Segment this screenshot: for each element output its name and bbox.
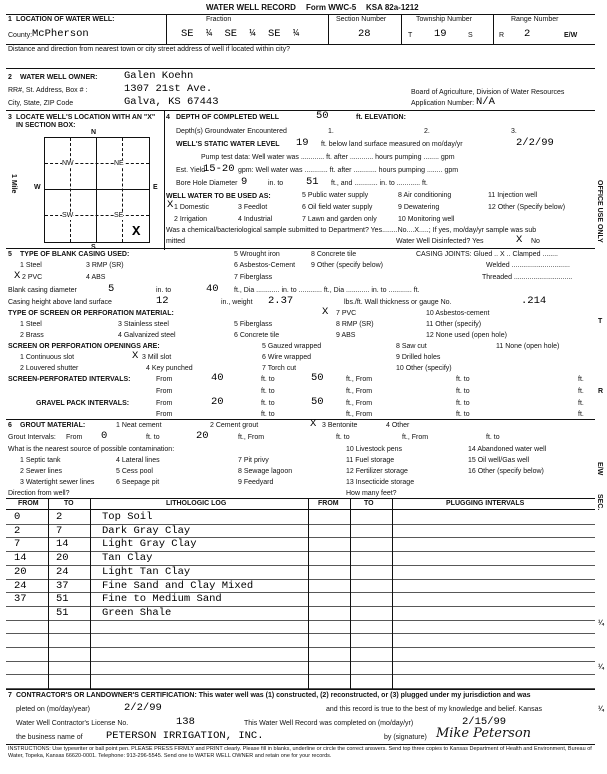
log-lithology: Tan Clay — [102, 552, 153, 565]
distance-label: Distance and direction from nearest town or city street address of well if located within city? — [8, 46, 291, 53]
log-from: 2 — [14, 524, 21, 537]
casing-weight: 2.37 — [268, 295, 294, 307]
grout-from: 0 — [101, 430, 108, 442]
completed-date: 2/2/99 — [124, 702, 162, 714]
plug-header-from: FROM — [318, 500, 339, 507]
location-label: LOCATION OF WATER WELL: — [16, 16, 115, 23]
casing-depth: 40 — [206, 283, 219, 295]
lithologic-log-table — [6, 498, 595, 690]
log-from: 14 — [14, 552, 27, 565]
log-row-line — [6, 647, 595, 648]
log-lithology: Light Gray Clay — [102, 538, 197, 551]
owner-label: WATER WELL OWNER: — [20, 74, 98, 81]
log-lithology: Top Soil — [102, 511, 153, 523]
log-row-line — [6, 565, 595, 566]
log-to: 7 — [56, 524, 63, 537]
yield-value: 15-20 — [203, 163, 235, 175]
record-date: 2/15/99 — [462, 716, 507, 728]
section-box-grid[interactable]: NW NE SW SE X — [44, 137, 150, 243]
township-value: 19 — [434, 28, 447, 40]
instructions: INSTRUCTIONS: Use typewriter or ball point pen. PLEASE PRESS FIRMLY and PRINT clearly. Please fill in blanks, underline or circle the correct answers. Send top three copies to Kansas Department of Health and Environment, Bureau of Water, Topeka, Kansas 66620-0001. Telephone: 913-296-5545. Send one to WATER WELL OWNER and retain one for your records. — [8, 746, 592, 759]
certification-text: CONTRACTOR'S OR LANDOWNER'S CERTIFICATION: This water well was (1) constructed, (2) reconstructed, or (3) plugged under my jurisdiction and was — [16, 692, 531, 699]
log-row-line — [6, 551, 595, 552]
plug-header-to: TO — [364, 500, 374, 507]
log-row-line — [6, 592, 595, 593]
water-well-record-form: WATER WELL RECORD Form WWC-5 KSA 82a-1212 1 LOCATION OF WATER WELL: Fraction Section Number Township Number Range Number County: McPherson SE ¼ SE ¼ SE ¼ 28 T 19 S R 2 E/W Distance and direction from nearest town or city street address of well if located within city? 2 WATER WELL OWNER: Galen Koehn RR#, St. Address, Box # : 1307 21st Ave. City, State, ZIP Code Galva, KS 67443 Board of Agriculture, Division of Water Resources Application Number: N/A 3 LOCATE WELL'S LOCATION WITH AN "X" IN SECTION BOX: N NW NE SW SE X W E 1 Mile 4 DEPTH OF COMPLETED WELL 50 ft. ELEVATION: Depth(s) Groundwater Encountered 1. 2. 3. WELL'S STATIC WATER LEVEL 19 ft. below land surface measured on mo/day/yr 2/2/99 Pump test data: Well water was ............ ft. after ............ hours pumping ........ gpm Est. Yield 15-20 gpm: Well water was ............ ft. after ............ hours pumping ........ gpm Bore Hole Diameter 9 in. to 51 ft., and ............ in. to ............ ft. WELL WATER TO BE USED AS: 1 Domestic X 3 Feedlot 5 Public water supply 8 Air conditioning 11 Injection well 2 Irrigation 4 Industrial 6 Oil field water supply 9 Dewatering 12 Other (Specify below) 7 Lawn and garden only 10 Monitoring well Was a chemical/bacteriological sample submitted to Department? Yes........No....X.....; If yes, mo/day/yr sample was sub mitted Water Well Disinfected? Yes X No 5 TYPE OF BLANK CASING USED: 1 Steel 3 RMP (SR) 5 Wrought iron 8 Concrete tile X 2 PVC 4 ABS 6 Asbestos-Cement 7 Fiberglass 9 Other (specify below) CASING JOINTS: Glued .. X .. Clamped ........ Welded .............................. Threaded .............................. Blank casing diameter 5 in. to 40 ft., Dia ............ in. to ............ ft., Dia ............ in. to ............ ft. Casing height above land surface 12 in., weight 2.37 lbs./ft. Wall thickness or gauge No. .214 TYPE OF SCREEN OR PERFORATION MATERIAL: 1 Steel 3 Stainless steel 5 Fiberglass X 7 PVC 10 Asbestos-cement 2 Brass 4 Galvanized steel 6 Concrete tile 8 RMP (SR) 9 ABS 11 Other (specify) 12 None used (open hole) SCREEN OR PERFORATION OPENINGS ARE: 1 Continuous slot X 3 Mill slot 5 Gauzed wrapped 8 Saw cut 11 None (open hole) 2 Louvered shutter 4 Key punched 6 Wire wrapped 9 Drilled holes 7 Torch cut 10 Other (specify) SCREEN-PERFORATED INTERVALS: From 40 ft. to 50 ft., From ft. to ft. From ft. to ft., From ft. to ft. GRAVEL PACK INTERVALS: From 20 ft. to 50 ft., From ft. to ft. From ft. to ft., From ft. to ft. 6 GROUT MATERIAL: 1 Neat cement 2 Cement grout X 3 Bentonite 4 Other Grout Intervals: From 0 ft. to 20 ft., From ft. to ft., From ft. to What is the nearest source of possible contamination: 1 Septic tank 4 Lateral lines 7 Pit privy 10 Livestock pens 14 Abandoned water well 2 Sewer lines 5 Cess pool 8 Sewage lagoon 11 Fuel storage 15 Oil well/Gas well 3 Watertight sewer lines 6 Seepage pit 9 Feedyard 12 Fertilizer storage 16 Other (specify below) 13 Insecticide storage Direction from well? How many feet? FROM TO LITHOLOGIC LOG FROM TO PLUGGING INTERVALS 0 2 Top Soil 2 7 Dark Gray Clay 7 14 Light Gray Clay 14 20 Tan Clay 20 24 Light Tan Clay 24 37 Fine Sand and Clay Mixed 37 51 Fine to Medium Sand 51 Green Shale 7 CONTRACTOR'S OR LANDOWNER'S CERTIFICATION: This water well was (1) constructed, (2) reconstructed, or (3) plugged under my jurisdiction and was pleted on (mo/day/year) 2/2/99 and this record is true to the best of my knowledge and belief. Kansas Water Well Contractor's License No. 138 This Water Well Record was completed on (mo/day/yr) 2/15/99 the business name of PETERSON IRRIGATION, INC. by (signature) Mike Peterson INSTRUCTIONS: Use typewriter or ball point pen. PLEASE PRESS FIRMLY and PRINT clearly. Please fill in blanks, underline or circle the correct answers. Send top three copies to Kansas Department of Health and Environment, Bureau of Water, Topeka, Kansas 66620-0001. Telephone: 913-296-5545. Send one to WATER WELL OWNER and retain one for your records. — [6, 4, 595, 766]
form-title: WATER WELL RECORD — [206, 3, 296, 12]
log-lithology: Light Tan Clay — [102, 565, 191, 578]
log-header-lithology: LITHOLOGIC LOG — [166, 500, 227, 507]
wall-gauge: .214 — [521, 295, 547, 307]
casing-height: 12 — [156, 295, 169, 307]
contractor-signature: Mike Peterson — [436, 726, 532, 741]
well-location-mark: X — [132, 224, 141, 240]
log-to: 14 — [56, 538, 69, 551]
section-box-label: LOCATE WELL'S LOCATION WITH AN "X" IN SECTION BOX: — [16, 114, 156, 129]
log-row-line — [6, 661, 595, 662]
fraction-value: SE ¼ SE ¼ SE ¼ — [181, 28, 300, 40]
log-row-line — [6, 633, 595, 634]
bore-depth: 51 — [306, 176, 319, 188]
log-lithology: Dark Gray Clay — [102, 524, 191, 537]
owner-name: Galen Koehn — [124, 70, 194, 82]
log-row-line — [6, 688, 595, 689]
use-domestic-check: X — [167, 199, 174, 211]
log-to: 20 — [56, 552, 69, 565]
owner-address: 1307 21st Ave. — [124, 83, 213, 95]
ksa-number: KSA 82a-1212 — [366, 3, 419, 12]
county-label: County: — [8, 32, 33, 39]
log-lithology: Fine Sand and Clay Mixed — [102, 579, 254, 592]
log-from: 24 — [14, 579, 27, 592]
bore-diameter: 9 — [241, 176, 248, 188]
form-number: Form WWC-5 — [306, 3, 357, 12]
log-header-from: FROM — [18, 500, 39, 507]
log-from: 37 — [14, 593, 27, 606]
casing-diameter: 5 — [108, 283, 115, 295]
perf-to: 50 — [311, 372, 324, 384]
log-row-line — [6, 579, 595, 580]
application-number: N/A — [476, 96, 495, 108]
county-value: McPherson — [32, 28, 89, 40]
log-from: 7 — [14, 538, 21, 551]
log-row-line — [6, 606, 595, 607]
log-lithology: Fine to Medium Sand — [102, 593, 222, 606]
fraction-label: Fraction — [206, 16, 232, 23]
gravel-from: 20 — [211, 396, 224, 408]
township-label: Township Number — [416, 16, 473, 23]
log-from: 20 — [14, 565, 27, 578]
log-to: 51 — [56, 606, 69, 619]
grout-to: 20 — [196, 430, 209, 442]
gravel-to: 50 — [311, 396, 324, 408]
plug-header-intervals: PLUGGING INTERVALS — [446, 500, 525, 507]
log-from: 0 — [14, 511, 21, 523]
log-to: 24 — [56, 565, 69, 578]
log-header-to: TO — [64, 500, 74, 507]
log-to: 51 — [56, 593, 69, 606]
log-to: 37 — [56, 579, 69, 592]
section-value: 28 — [358, 28, 371, 40]
log-row-line — [6, 524, 595, 525]
static-level: 19 — [296, 137, 309, 149]
log-to: 2 — [56, 511, 63, 523]
log-row-line — [6, 620, 595, 621]
license-number: 138 — [176, 716, 195, 728]
section-label: Section Number — [336, 16, 387, 23]
log-row-line — [6, 537, 595, 538]
owner-city: Galva, KS 67443 — [124, 96, 219, 108]
office-use-label: OFFICE USE ONLY — [596, 180, 603, 243]
range-value: 2 — [524, 28, 531, 40]
log-row-line — [6, 674, 595, 675]
perf-from: 40 — [211, 372, 224, 384]
log-lithology: Green Shale — [102, 606, 172, 619]
business-name: PETERSON IRRIGATION, INC. — [106, 730, 264, 742]
range-label: Range Number — [511, 16, 559, 23]
static-date: 2/2/99 — [516, 137, 554, 149]
depth-value: 50 — [316, 110, 329, 122]
